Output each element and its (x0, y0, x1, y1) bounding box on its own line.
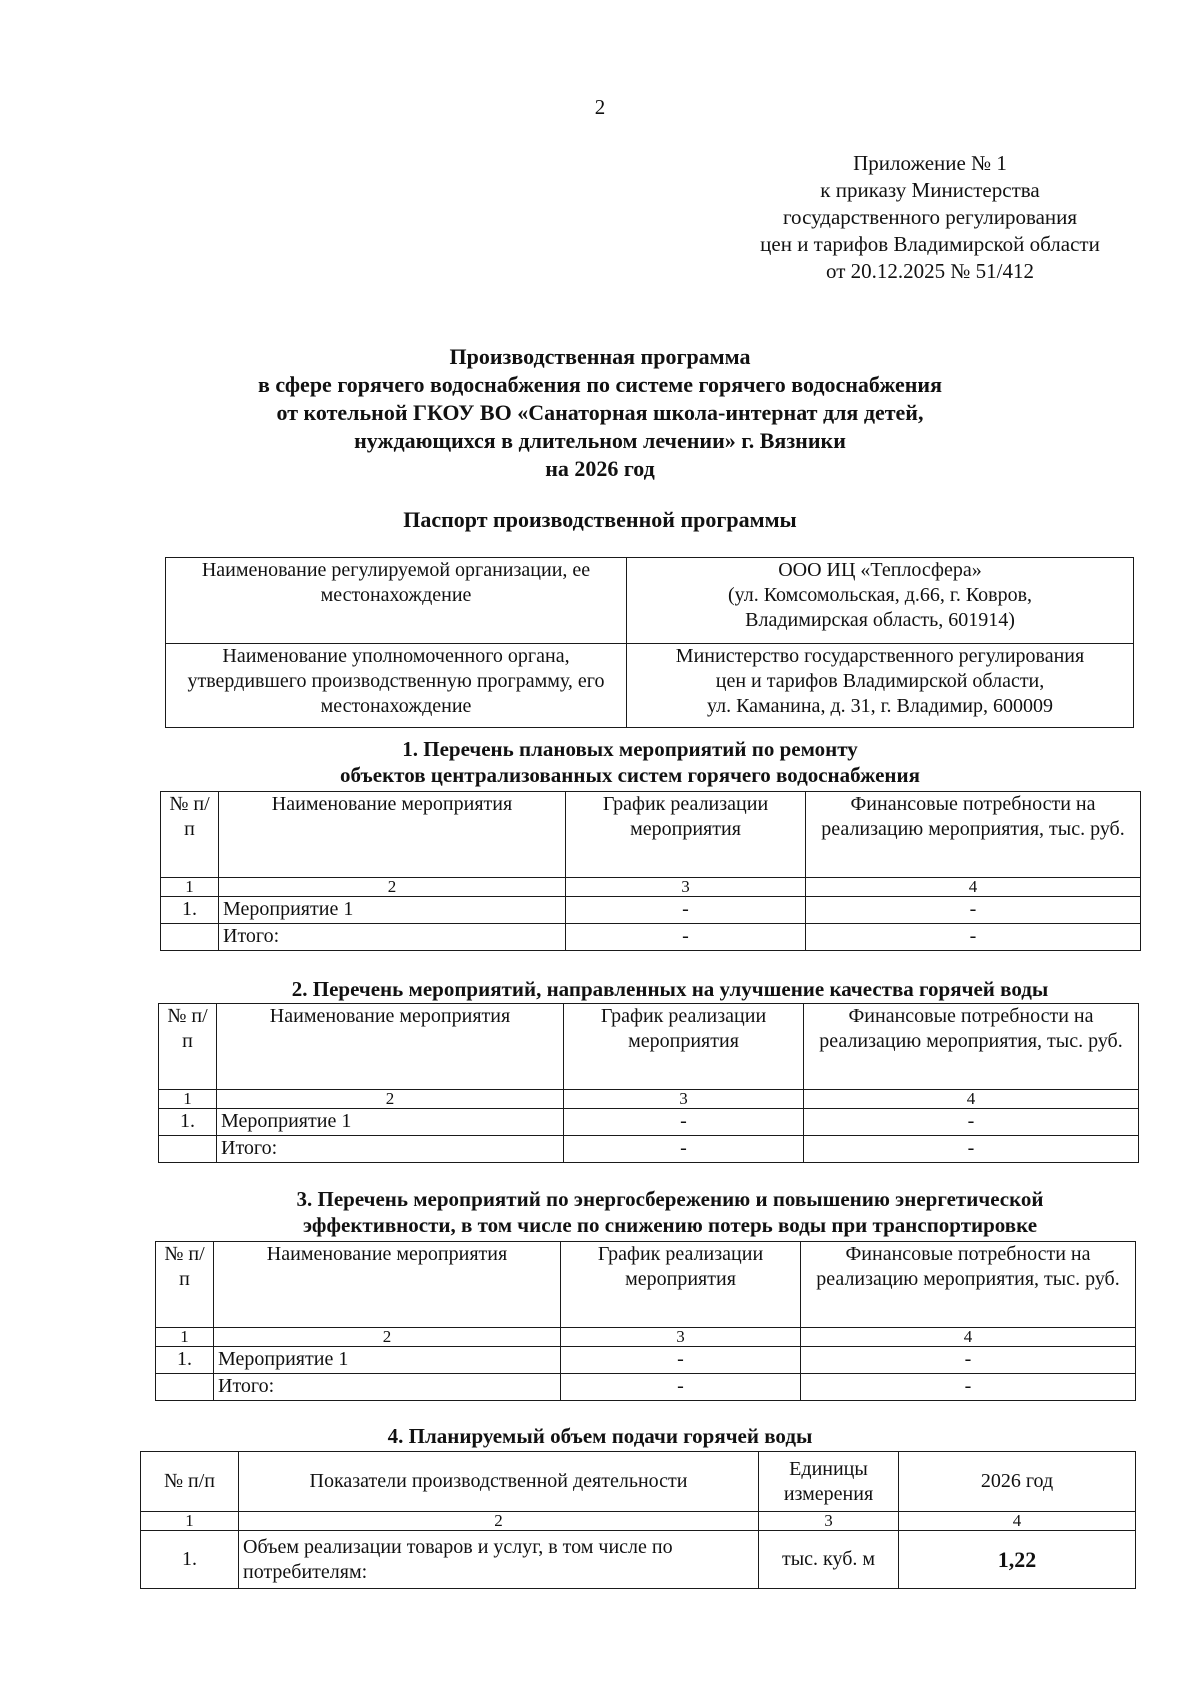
column-number: 1 (161, 878, 219, 897)
passport-value (627, 644, 1134, 728)
appendix-line: Приложение № 1 (853, 151, 1007, 175)
table-header-row (159, 1004, 1139, 1090)
table-row (156, 1347, 1136, 1374)
program-title (150, 343, 1050, 483)
title-line: в сфере горячего водоснабжения по системе горячего водоснабжения (257, 372, 943, 397)
event-schedule: - (564, 1109, 804, 1136)
total-label: Итого: (214, 1374, 561, 1401)
passport-label: Наименование уполномоченного органа, утвердившего производственную программу, его местонахождение (166, 644, 627, 728)
title-line: нуждающихся в длительном лечении» г. Вязники (354, 428, 846, 453)
section3-title (200, 1186, 1140, 1238)
table-row (141, 1531, 1136, 1589)
event-finance: - (801, 1347, 1136, 1374)
column-number: 2 (214, 1328, 561, 1347)
row-number: 1. (161, 897, 219, 924)
event-finance: - (801, 1374, 1136, 1401)
event-schedule: - (561, 1347, 801, 1374)
passport-table (165, 557, 1134, 728)
section2-table (158, 1003, 1139, 1163)
column-number-row (159, 1090, 1139, 1109)
total-label: Итого: (217, 1136, 564, 1163)
header-cell: Финансовые потребности на реализацию мероприятия, тыс. руб. (806, 792, 1141, 878)
header-cell: Единицы измерения (759, 1452, 899, 1512)
appendix-line: государственного регулирования (782, 205, 1078, 229)
table-row (159, 1136, 1139, 1163)
table-header-row (156, 1242, 1136, 1328)
section4-table (140, 1451, 1136, 1589)
header-cell: № п/п (159, 1004, 217, 1090)
header-cell: Показатели производственной деятельности (239, 1452, 759, 1512)
header-cell: Наименование мероприятия (214, 1242, 561, 1328)
passport-value-line: ООО ИЦ «Теплосфера» (778, 559, 982, 581)
title-line: на 2026 год (545, 456, 655, 481)
header-cell: График реализации мероприятия (566, 792, 806, 878)
passport-heading: Паспорт производственной программы (403, 507, 797, 532)
header-cell: 2026 год (899, 1452, 1136, 1512)
event-schedule: - (566, 897, 806, 924)
table-row (166, 644, 1134, 728)
event-name: Мероприятие 1 (214, 1347, 561, 1374)
section-title-line: 3. Перечень мероприятий по энергосбережению и повышению энергетической (296, 1187, 1044, 1211)
row-number (161, 924, 219, 951)
header-cell: Финансовые потребности на реализацию мероприятия, тыс. руб. (804, 1004, 1139, 1090)
column-number: 1 (141, 1512, 239, 1531)
section-title-line: 4. Планируемый объем подачи горячей воды (387, 1424, 813, 1448)
column-number: 1 (156, 1328, 214, 1347)
column-number: 3 (759, 1512, 899, 1531)
column-number: 4 (899, 1512, 1136, 1531)
row-number (156, 1374, 214, 1401)
column-number-row (161, 878, 1141, 897)
passport-label: Наименование регулируемой организации, ее местонахождение (166, 558, 627, 644)
column-number: 3 (564, 1090, 804, 1109)
table-row (156, 1374, 1136, 1401)
appendix-line: цен и тарифов Владимирской области (760, 232, 1100, 256)
section4-title (150, 1423, 1050, 1449)
appendix-block (720, 150, 1140, 285)
event-name: Мероприятие 1 (219, 897, 566, 924)
section3-table (155, 1241, 1136, 1401)
passport-value-line: ул. Каманина, д. 31, г. Владимир, 600009 (707, 695, 1053, 717)
header-cell: График реализации мероприятия (564, 1004, 804, 1090)
column-number-row (141, 1512, 1136, 1531)
column-number: 1 (159, 1090, 217, 1109)
event-name: Мероприятие 1 (217, 1109, 564, 1136)
section-title-line: объектов централизованных систем горячего водоснабжения (340, 763, 920, 787)
section1-title (180, 736, 1080, 788)
event-schedule: - (561, 1374, 801, 1401)
header-cell: График реализации мероприятия (561, 1242, 801, 1328)
column-number: 4 (806, 878, 1141, 897)
row-number: 1. (159, 1109, 217, 1136)
table-row (161, 897, 1141, 924)
column-number: 3 (561, 1328, 801, 1347)
table-header-row (161, 792, 1141, 878)
header-cell: Наименование мероприятия (217, 1004, 564, 1090)
event-finance: - (804, 1136, 1139, 1163)
column-number: 4 (804, 1090, 1139, 1109)
column-number: 4 (801, 1328, 1136, 1347)
passport-value-line: Владимирская область, 601914) (745, 609, 1015, 631)
row-number: 1. (141, 1531, 239, 1589)
passport-value (627, 558, 1134, 644)
table-row (159, 1109, 1139, 1136)
event-finance: - (806, 897, 1141, 924)
passport-value-line: цен и тарифов Владимирской области, (715, 670, 1045, 692)
header-cell: № п/п (141, 1452, 239, 1512)
total-label: Итого: (219, 924, 566, 951)
event-finance: - (804, 1109, 1139, 1136)
row-number: 1. (156, 1347, 214, 1374)
column-number: 2 (239, 1512, 759, 1531)
value-2026: 1,22 (899, 1531, 1136, 1589)
column-number: 2 (217, 1090, 564, 1109)
title-line: Производственная программа (449, 344, 751, 369)
header-cell: № п/п (156, 1242, 214, 1328)
header-cell: Финансовые потребности на реализацию мероприятия, тыс. руб. (801, 1242, 1136, 1328)
indicator-name: Объем реализации товаров и услуг, в том числе по потребителям: (239, 1531, 759, 1589)
passport-value-line: (ул. Комсомольская, д.66, г. Ковров, (727, 584, 1033, 606)
table-header-row (141, 1452, 1136, 1512)
column-number: 3 (566, 878, 806, 897)
appendix-line: к приказу Министерства (820, 178, 1040, 202)
column-number: 2 (219, 878, 566, 897)
section-title-line: 1. Перечень плановых мероприятий по ремонту (402, 737, 858, 761)
event-finance: - (806, 924, 1141, 951)
table-row (161, 924, 1141, 951)
section-title-line: эффективности, в том числе по снижению потерь воды при транспортировке (302, 1213, 1038, 1237)
appendix-line: от 20.12.2025 № 51/412 (825, 259, 1035, 283)
column-number-row (156, 1328, 1136, 1347)
event-schedule: - (566, 924, 806, 951)
event-schedule: - (564, 1136, 804, 1163)
title-line: от котельной ГКОУ ВО «Санаторная школа-интернат для детей, (276, 400, 924, 425)
unit-cell: тыс. куб. м (759, 1531, 899, 1589)
row-number (159, 1136, 217, 1163)
table-row (166, 558, 1134, 644)
section2-title (190, 976, 1150, 1002)
passport-value-line: Министерство государственного регулирования (675, 645, 1085, 667)
section-title-line: 2. Перечень мероприятий, направленных на улучшение качества горячей воды (291, 977, 1049, 1001)
header-cell: Наименование мероприятия (219, 792, 566, 878)
header-cell: № п/п (161, 792, 219, 878)
section1-table (160, 791, 1141, 951)
page-number: 2 (594, 95, 606, 119)
